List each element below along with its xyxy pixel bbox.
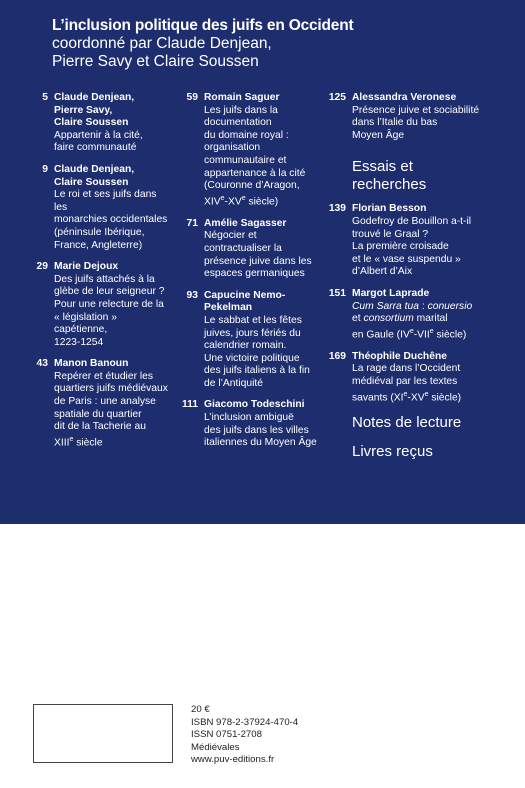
toc-authors: Florian Besson [352,203,427,215]
toc-column-1 [20,92,170,459]
toc-entry [20,261,170,349]
toc-column-3 [318,92,518,471]
toc-entry [318,203,518,279]
section-heading-livres: Livres reçus [352,443,433,461]
toc-authors: Claude Denjean, Claire Soussen [54,163,135,188]
toc-entry [170,92,320,209]
toc-title: Cum Sarra tua : conuersio et consortium marital en Gaule (IVe-VIIe siècle) [352,300,473,341]
toc-entry [318,288,518,342]
toc-page-number: 169 [328,350,346,362]
toc-page-number: 59 [186,92,198,103]
toc-page-number: 111 [181,399,198,411]
toc-title: Les juifs dans la documentation du domaine royal : organisation communautaire et appartenance à la cité (Couronne d’Aragon, XIVe-XVe siècle) [204,104,306,208]
toc-title: Négocier et contractualiser la présence juive dans les espaces germaniques [204,230,312,280]
publication-info [191,704,298,767]
toc-title: Des juifs attachés à la glèbe de leur seigneur ? Pour une relecture de la « législation » capétienne, 1223-1254 [54,273,165,348]
section-heading-notes: Notes de lecture [352,413,462,431]
toc-entry [318,351,518,405]
toc-title: L’inclusion ambiguë des juifs dans les villes italiennes du Moyen Âge [204,412,317,449]
toc-title: Appartenir à la cité, faire communauté [54,129,143,154]
toc-title: Godefroy de Bouillon a-t-il trouvé le Graal ? La première croisade et le « vase suspendu » d’Albert d’Aix [352,215,472,278]
toc-page-number: 29 [36,261,48,273]
toc-page-number: 9 [42,163,48,175]
toc-authors: Alessandra Veronese [352,92,457,103]
toc-entry [318,92,518,142]
toc-page-number: 125 [328,92,346,103]
toc-entry [20,358,170,450]
toc-page-number: 139 [328,203,346,215]
toc-authors: Claude Denjean, Pierre Savy, Claire Soussen [54,92,135,129]
price: 20 € [191,704,210,715]
barcode-label-box [33,704,173,763]
toc-entry [20,92,170,155]
toc-title: Le sabbat et les fêtes juives, jours fériés du calendrier romain. Une victoire politique des juifs italiens à la fin de l’Antiquité [204,314,310,389]
toc-title: Le roi et ses juifs dans les monarchies occidentales (péninsule Ibérique, France, Angleterre) [54,189,168,251]
toc-page-number: 71 [186,217,198,229]
toc-authors: Romain Saguer [204,92,280,103]
toc-entry [20,164,170,252]
toc-column-2 [170,92,320,459]
toc-authors: Giacomo Todeschini [204,399,305,411]
toc-page-number: 93 [186,289,198,301]
isbn: ISBN 978-2-37924-470-4 [191,716,299,728]
toc-page-number: 5 [42,92,48,103]
section-heading-essais: Essais et recherches [352,158,427,193]
header [52,16,512,71]
toc-title: Présence juive et sociabilité dans l’Italie du bas Moyen Âge [352,104,480,141]
issue-title: L’inclusion politique des juifs en Occident [52,17,354,34]
toc-authors: Manon Banoun [54,358,129,370]
issn: ISSN 0751-2708 [191,729,262,740]
toc-entry [170,399,320,449]
toc-page-number: 151 [328,287,346,299]
toc-authors: Capucine Nemo- Pekelman [204,289,286,314]
toc-entry [170,290,320,391]
toc-authors: Margot Laprade [352,287,430,299]
toc-authors: Amélie Sagasser [204,217,287,229]
series-name: Médiévales [191,741,240,753]
issue-editors-line1: coordonné par Claude Denjean, [52,35,272,52]
toc-entry [170,218,320,281]
publisher-website[interactable]: www.puv-editions.fr [191,754,275,765]
toc-authors: Théophile Duchêne [352,350,447,362]
toc-title: Repérer et étudier les quartiers juifs médiévaux de Paris : une analyse spatiale du quartier dit de la Tacherie au XIIIe siècle [54,370,168,449]
issue-editors-line2: Pierre Savy et Claire Soussen [52,53,259,70]
toc-authors: Marie Dejoux [54,261,119,273]
toc-title: La rage dans l’Occident médiéval par les textes savants (XIe-XVe siècle) [352,363,462,403]
toc-page-number: 43 [36,358,48,370]
